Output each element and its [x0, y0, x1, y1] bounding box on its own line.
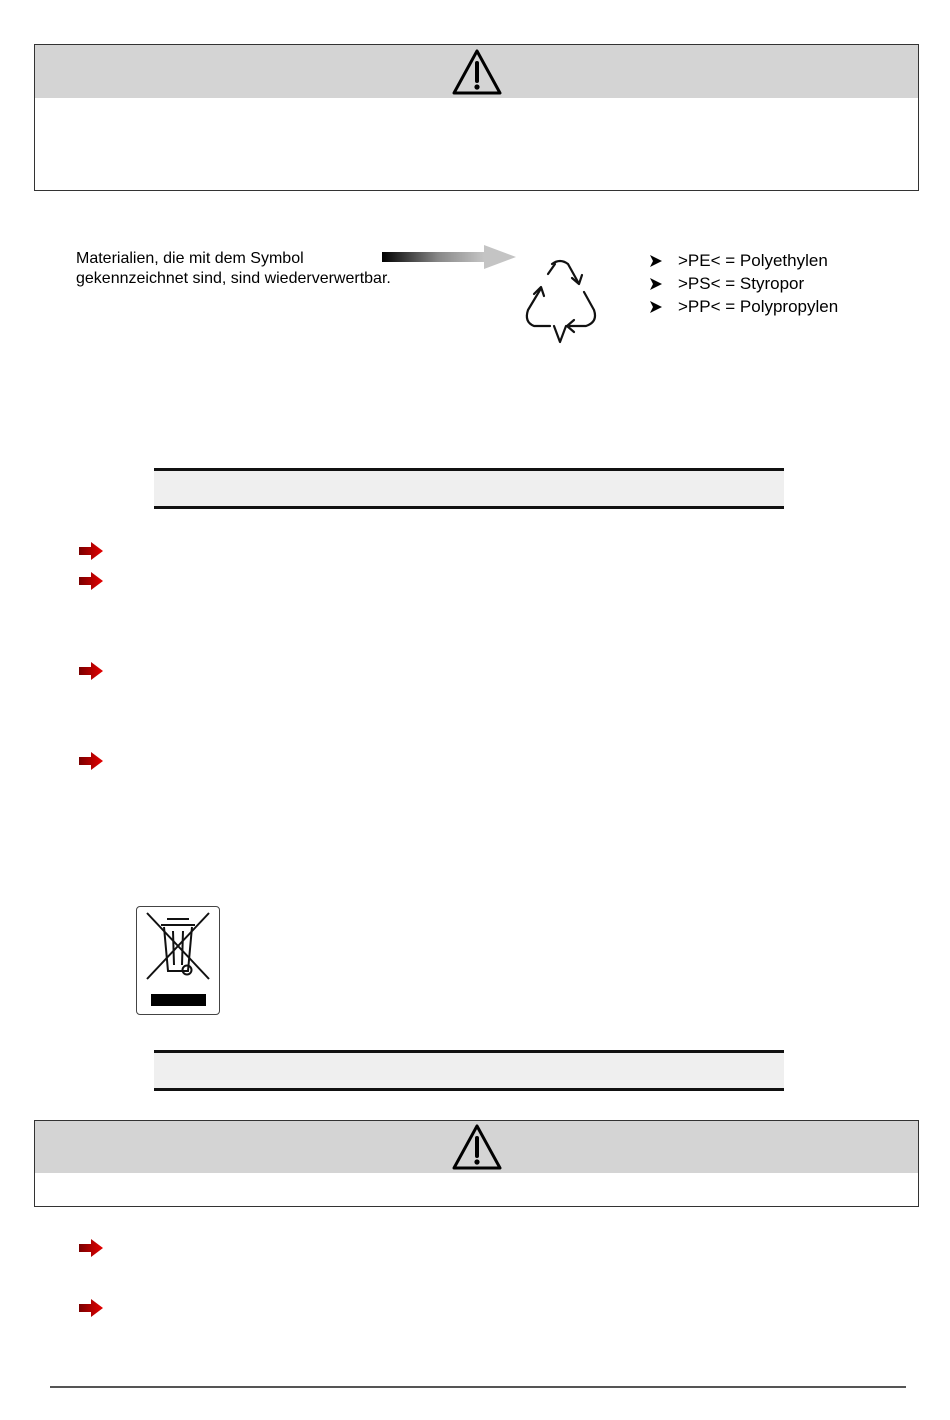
warning-box-bottom	[34, 1120, 919, 1207]
plastic-materials-list	[648, 249, 838, 318]
weee-symbol	[136, 906, 220, 1015]
red-arrow-bullet-icon	[78, 571, 104, 591]
warning-header-top	[35, 45, 918, 98]
recycling-intro	[76, 249, 391, 289]
chevron-right-icon	[648, 277, 678, 291]
warning-triangle-icon	[451, 1123, 503, 1171]
warning-triangle-icon	[451, 48, 503, 96]
red-arrow-bullet-icon	[78, 541, 104, 561]
section-heading-band-2	[154, 1050, 784, 1091]
red-arrow-bullet-icon	[78, 1298, 104, 1318]
red-arrow-bullet-icon	[78, 661, 104, 681]
footer-divider	[50, 1386, 906, 1388]
gradient-arrow-icon	[380, 244, 520, 270]
red-arrow-bullet-icon	[78, 1238, 104, 1258]
recycle-icon	[522, 256, 598, 344]
list-item	[648, 272, 838, 295]
section-heading-band-1	[154, 468, 784, 509]
recycling-intro-line2: gekennzeichnet sind, sind wiederverwertbar.	[76, 270, 391, 287]
material-label: >PS< = Styropor	[678, 274, 805, 293]
red-arrow-bullet-icon	[78, 751, 104, 771]
chevron-right-icon	[648, 254, 678, 268]
material-label: >PP< = Polypropylen	[678, 297, 839, 316]
material-label: >PE< = Polyethylen	[678, 251, 828, 270]
recycling-intro-line1: Materialien, die mit dem Symbol	[76, 250, 304, 267]
list-item	[648, 249, 838, 272]
chevron-right-icon	[648, 300, 678, 314]
warning-header-bottom	[35, 1121, 918, 1173]
crossed-out-wheelie-bin-icon	[137, 907, 219, 1014]
list-item	[648, 295, 838, 318]
warning-box-top	[34, 44, 919, 191]
